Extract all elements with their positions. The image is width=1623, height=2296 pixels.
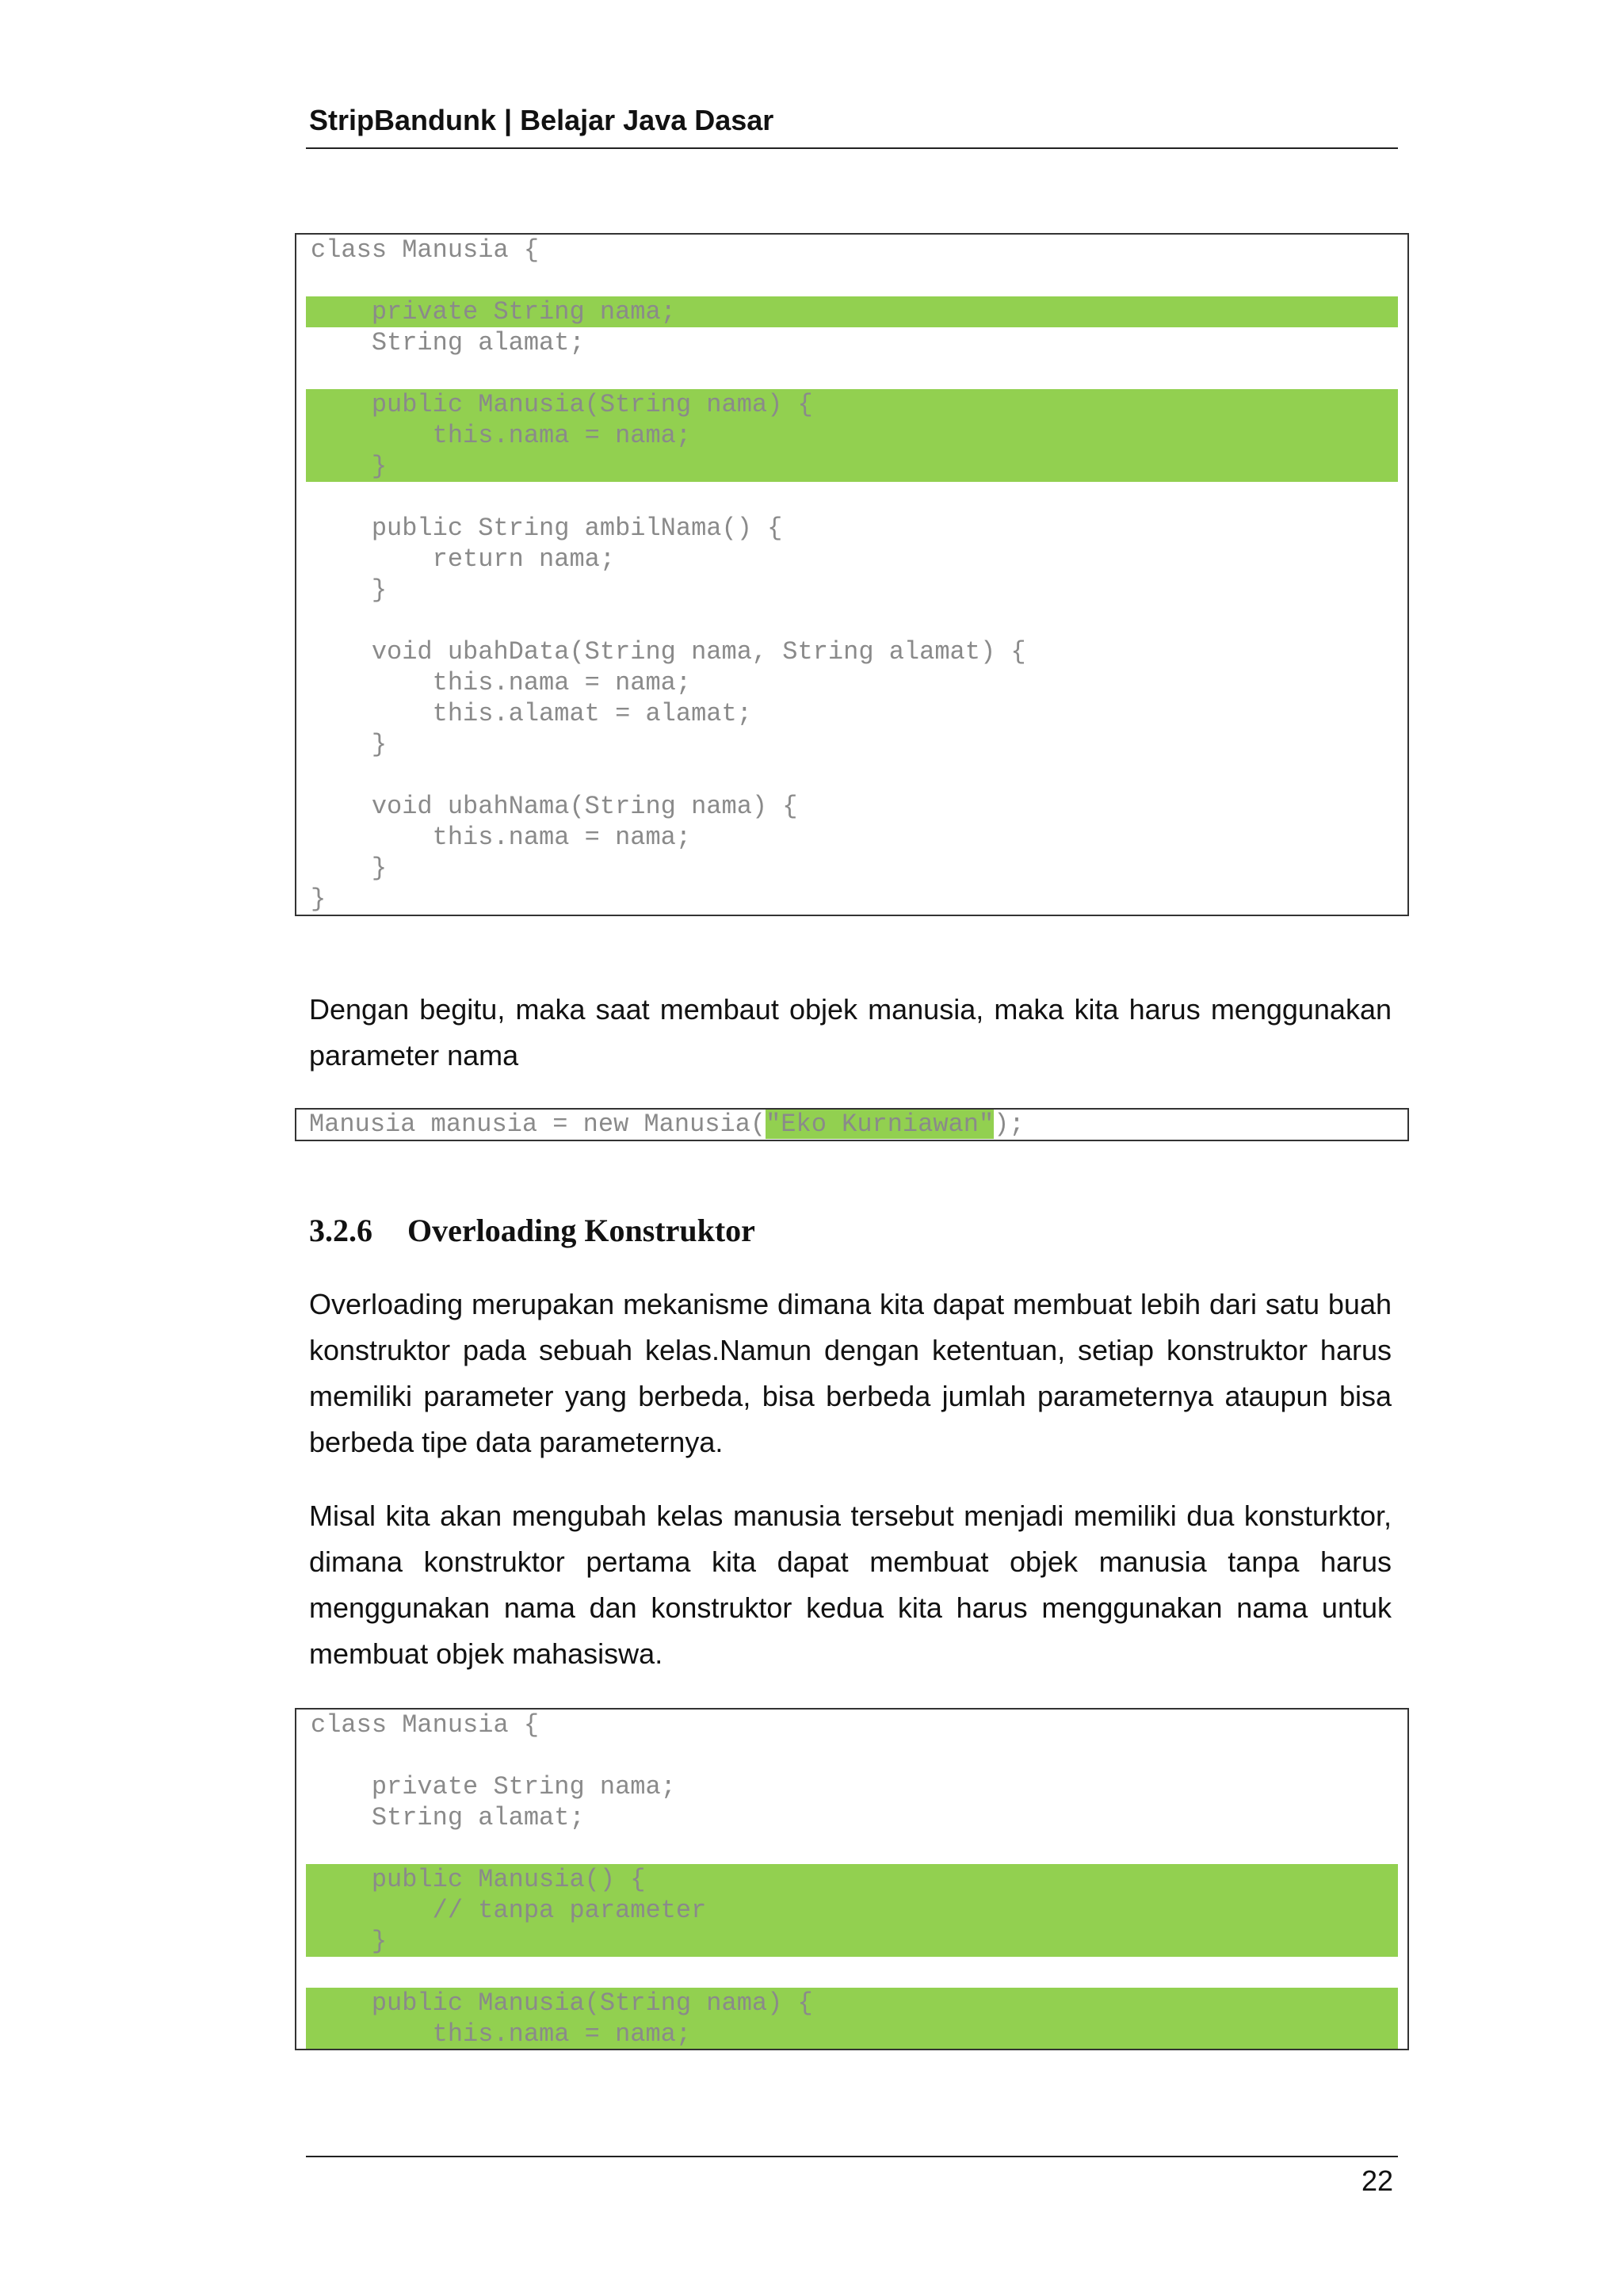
code-line [306,884,1398,915]
code-text: } [311,452,388,481]
code-line [306,606,1398,636]
code-line [306,822,1398,853]
code-line [306,235,1398,266]
code-line [306,1710,1398,1740]
code-text: this.nama = nama; [311,823,692,852]
code-line-highlighted [306,1926,1398,1957]
code-line [309,1110,1025,1140]
code-text: public Manusia(String nama) { [311,1988,813,2018]
code-text: public String ambilNama() { [311,514,783,543]
section-heading [309,1209,755,1253]
code-text: this.nama = nama; [311,421,692,450]
code-text: Manusia manusia = new Manusia( [309,1110,766,1139]
section-number: 3.2.6 [309,1213,372,1248]
code-text: public Manusia(String nama) { [311,390,813,419]
code-text: void ubahData(String nama, String alamat) { [311,637,1026,667]
code-line-highlighted [306,2019,1398,2050]
body-paragraph: Dengan begitu, maka saat membaut objek manusia, maka kita harus menggunakan parameter nama [309,993,1392,1072]
code-text: } [311,575,388,605]
code-text: } [311,884,327,914]
code-text: private String nama; [311,297,676,327]
code-line [306,327,1398,358]
body-paragraph: Overloading merupakan mekanisme dimana kita dapat membuat lebih dari satu buah konstruktor pada sebuah kelas.Namun dengan ketentuan, setiap konstruktor harus memiliki parameter yang berbeda, bisa berbeda jumlah parameternya ataupun bisa berbeda tipe data parameternya. [309,1288,1392,1458]
code-line [306,791,1398,822]
code-text: void ubahNama(String nama) { [311,792,798,821]
code-line-highlighted [306,420,1398,451]
code-line [306,636,1398,667]
code-line-highlighted [306,296,1398,327]
code-line [306,760,1398,791]
code-text: this.nama = nama; [311,2019,692,2049]
code-line [306,266,1398,296]
code-text: // tanpa parameter [311,1896,707,1925]
code-line [306,1802,1398,1833]
code-text: String alamat; [311,328,585,357]
code-string-highlighted: "Eko Kurniawan" [766,1110,995,1139]
code-text: class Manusia { [311,235,540,265]
code-block [295,1708,1409,2050]
code-line-highlighted [306,389,1398,420]
code-line [306,358,1398,389]
code-line [306,853,1398,884]
code-text: String alamat; [311,1803,585,1832]
page-number: 22 [1361,2164,1393,2197]
code-text: ); [994,1110,1025,1139]
code-line [306,575,1398,606]
code-text: return nama; [311,544,616,574]
code-text: private String nama; [311,1772,676,1801]
code-line [306,544,1398,575]
code-line [306,513,1398,544]
code-line [306,698,1398,729]
code-line [306,1957,1398,1988]
code-line [306,1740,1398,1771]
code-text: } [311,1927,388,1956]
section-title: Overloading Konstruktor [407,1213,755,1248]
code-text: public Manusia() { [311,1865,646,1894]
code-text: class Manusia { [311,1710,540,1740]
code-text: } [311,730,388,759]
code-line [306,1771,1398,1802]
code-block-single-line [295,1108,1409,1141]
code-text: this.nama = nama; [311,668,692,697]
header-title: StripBandunk | Belajar Java Dasar [309,104,774,136]
code-line [306,482,1398,513]
page-header [306,101,1398,149]
code-line [306,1833,1398,1864]
code-line-highlighted [306,1895,1398,1926]
code-line-highlighted [306,1864,1398,1895]
body-paragraph: Misal kita akan mengubah kelas manusia tersebut menjadi memiliki dua konsturktor, dimana konstruktor pertama kita dapat membuat objek manusia tanpa harus menggunakan nama dan konstruktor kedua kita harus menggunakan nama untuk membuat objek mahasiswa. [309,1499,1392,1670]
code-line-highlighted [306,451,1398,482]
code-line [306,667,1398,698]
code-text: } [311,854,388,883]
footer-divider [306,2156,1398,2157]
code-text: this.alamat = alamat; [311,699,752,728]
code-block [295,233,1409,916]
code-line-highlighted [306,1988,1398,2019]
code-line [306,729,1398,760]
